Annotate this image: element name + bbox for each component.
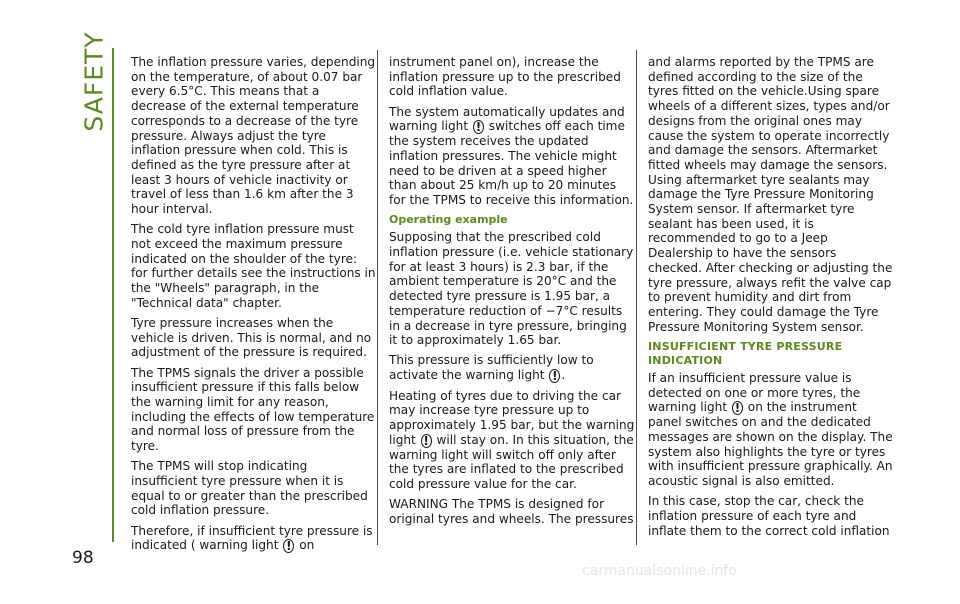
paragraph: The TPMS will stop indicating insufficient tyre pressure when it is equal to or greater than the prescribed cold inflation pressure. — [131, 459, 368, 518]
paragraph: and alarms reported by the TPMS are defined according to the size of the tyres fitted on the vehicle.Using spare wheels of a different sizes, types and/or designs from the original ones may cause the system to operate incorrectly and damage the sensors. Aftermarket fitted wheels may damage the sensors. Using aftermarket tyre sealants may damage the Tyre Pressure Monitoring System sensor. If aftermarket tyre sealant has been used, it is recommended to go to a Jeep Dealership to have the sensors checked. After checking or adjusting the tyre pressure, always refit the valve cap to prevent humidity and dirt from entering. They could damage the Tyre Pressure Monitoring System sensor. — [648, 55, 893, 334]
section-divider — [112, 48, 114, 542]
section-title: SAFETY — [79, 30, 109, 132]
tyre-pressure-warning-icon: ! — [473, 120, 484, 134]
tyre-pressure-warning-icon: ! — [732, 401, 743, 415]
paragraph: Tyre pressure increases when the vehicle is driven. This is normal, and no adjustment of the pressure is required. — [131, 315, 372, 360]
paragraph: The cold tyre inflation pressure must not exceed the maximum pressure indicated on the shoulder of the tyre: for further details see the instructions in the "Wheels" paragraph, in the "Technical data" chapter. — [131, 222, 376, 310]
column-1 — [131, 55, 377, 559]
paragraph: Therefore, if insufficient tyre pressure is indicated ( warning light ! on — [131, 523, 373, 554]
tyre-pressure-warning-icon: ! — [283, 539, 294, 553]
column-divider — [636, 50, 637, 545]
paragraph: The TPMS signals the driver a possible insufficient pressure if this falls below the warning limit for any reason, including the effects of low temperature and normal loss of pressure from the tyre. — [131, 365, 375, 454]
paragraph: Heating of tyres due to driving the car may increase tyre pressure up to approximately 1.95 bar, but the warning light ! will stay on. In this situation, the warning light will switch off only after the tyres are inflated to the prescribed cold pressure value for the car. — [389, 388, 635, 492]
paragraph: This pressure is sufficiently low to activate the warning light ! . — [389, 353, 594, 384]
tyre-pressure-warning-icon: ! — [549, 369, 560, 383]
tyre-pressure-warning-icon: ! — [421, 434, 432, 448]
warning-paragraph: WARNING The TPMS is designed for original tyres and wheels. The pressures — [389, 497, 634, 527]
paragraph: Supposing that the prescribed cold inflation pressure (i.e. vehicle stationary for at least 3 hours) is 2.3 bar, if the ambient temperature is 20°C and the detected tyre pressure is 1.95 bar, a temperature reduction of −7°C results in a decrease in tyre pressure, bringing it to approximately 1.65 bar. — [389, 230, 634, 348]
paragraph: The inflation pressure varies, depending on the temperature, of about 0.07 bar every 6.5°C. This means that a decrease of the external temperature corresponds to a decrease of the tyre pressure. Always adjust the tyre inflation pressure when cold. This is defined as the tyre pressure after at least 3 hours of vehicle inactivity or travel of less than 1.6 km after the 3 hour interval. — [131, 55, 376, 217]
column-divider — [377, 50, 378, 545]
paragraph: In this case, stop the car, check the inflation pressure of each tyre and inflate them to the correct cold inflation — [648, 494, 890, 538]
page-number: 98 — [72, 548, 94, 568]
column-3 — [648, 55, 894, 544]
paragraph: If an insufficient pressure value is detected on one or more tyres, the warning light ! on the instrument panel switches on and the dedicated messages are shown on the display. The system also highlights the tyre or tyres with insufficient pressure graphically. An acoustic signal is also emitted. — [648, 370, 893, 489]
column-2 — [389, 55, 635, 532]
subheading-insufficient-pressure: INSUFFICIENT TYRE PRESSURE INDICATION — [648, 339, 843, 367]
watermark: carmanualsonline.info — [582, 563, 737, 579]
paragraph: The system automatically updates and warning light ! switches off each time the system receives the updated inflation pressures. The vehicle might need to be driven at a speed higher than about 25 km/h up to 20 minutes for the TPMS to receive this information. — [389, 104, 634, 208]
paragraph: instrument panel on), increase the inflation pressure up to the prescribed cold inflation value. — [389, 55, 621, 99]
subheading-operating-example: Operating example — [389, 213, 508, 227]
